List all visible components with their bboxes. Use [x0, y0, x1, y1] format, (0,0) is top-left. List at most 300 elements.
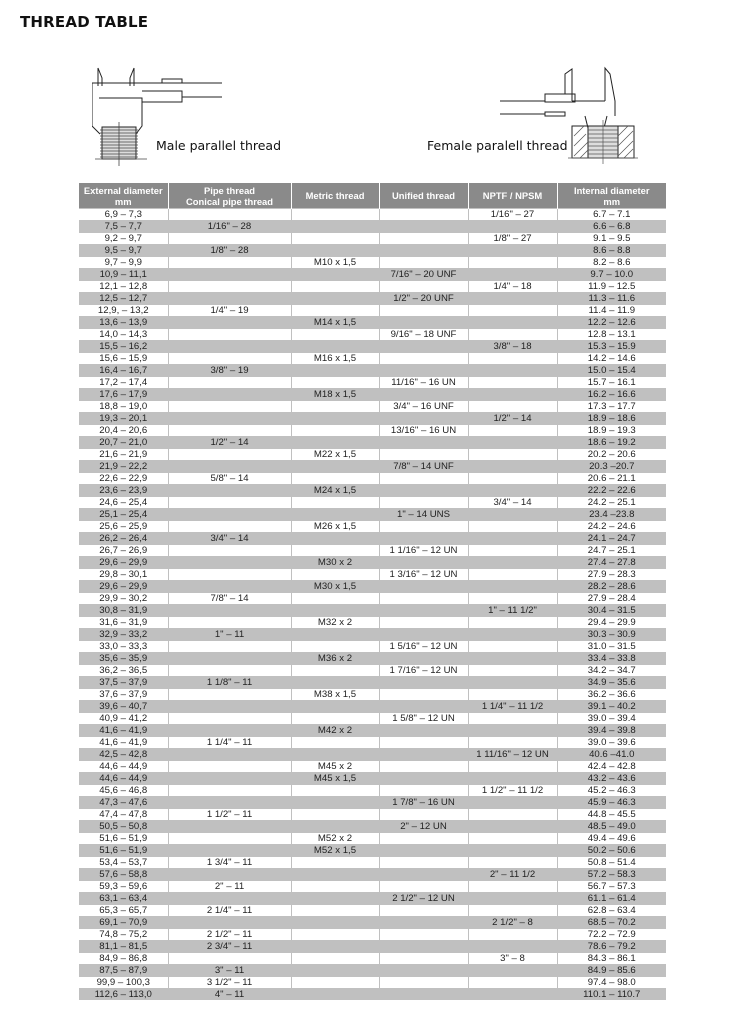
cell-unified-thread: [379, 233, 468, 245]
cell-pipe-thread: [168, 605, 291, 617]
table-row: [79, 581, 666, 593]
cell-external-diameter: 32,9 – 33,2: [79, 629, 168, 641]
table-row: [79, 761, 666, 773]
cell-external-diameter: 17,6 – 17,9: [79, 389, 168, 401]
cell-pipe-thread: [168, 401, 291, 413]
cell-internal-diameter: 57.2 – 58.3: [557, 869, 666, 881]
cell-metric-thread: [291, 329, 379, 341]
header-pipe-thread: Pipe thread Conical pipe thread: [168, 183, 291, 209]
cell-external-diameter: 7,5 – 7,7: [79, 221, 168, 233]
cell-metric-thread: [291, 461, 379, 473]
table-row: [79, 941, 666, 953]
cell-external-diameter: 29,6 – 29,9: [79, 557, 168, 569]
cell-nptf-npsm: [468, 977, 557, 989]
table-row: [79, 377, 666, 389]
cell-nptf-npsm: [468, 593, 557, 605]
cell-internal-diameter: 11.9 – 12.5: [557, 281, 666, 293]
cell-metric-thread: [291, 281, 379, 293]
cell-pipe-thread: [168, 893, 291, 905]
cell-metric-thread: [291, 545, 379, 557]
cell-internal-diameter: 33.4 – 33.8: [557, 653, 666, 665]
cell-internal-diameter: 8.2 – 8.6: [557, 257, 666, 269]
cell-unified-thread: [379, 281, 468, 293]
cell-internal-diameter: 30.3 – 30.9: [557, 629, 666, 641]
cell-internal-diameter: 45.2 – 46.3: [557, 785, 666, 797]
cell-metric-thread: [291, 269, 379, 281]
table-row: [79, 905, 666, 917]
table-row: [79, 449, 666, 461]
cell-internal-diameter: 6.6 – 6.8: [557, 221, 666, 233]
cell-unified-thread: 1 7/16" – 12 UN: [379, 665, 468, 677]
cell-metric-thread: [291, 929, 379, 941]
cell-pipe-thread: [168, 833, 291, 845]
cell-internal-diameter: 110.1 – 110.7: [557, 989, 666, 1001]
cell-unified-thread: [379, 941, 468, 953]
cell-external-diameter: 12,1 – 12,8: [79, 281, 168, 293]
cell-metric-thread: M38 x 1,5: [291, 689, 379, 701]
cell-pipe-thread: [168, 641, 291, 653]
cell-pipe-thread: [168, 821, 291, 833]
cell-metric-thread: [291, 701, 379, 713]
cell-unified-thread: [379, 905, 468, 917]
cell-external-diameter: 112,6 – 113,0: [79, 989, 168, 1001]
cell-nptf-npsm: [468, 425, 557, 437]
cell-pipe-thread: 4" – 11: [168, 989, 291, 1001]
cell-pipe-thread: 7/8" – 14: [168, 593, 291, 605]
cell-nptf-npsm: [468, 533, 557, 545]
cell-internal-diameter: 72.2 – 72.9: [557, 929, 666, 941]
cell-unified-thread: [379, 761, 468, 773]
cell-pipe-thread: 1 1/4" – 11: [168, 737, 291, 749]
table-row: [79, 245, 666, 257]
cell-unified-thread: [379, 365, 468, 377]
cell-pipe-thread: 3 1/2" – 11: [168, 977, 291, 989]
cell-pipe-thread: [168, 713, 291, 725]
table-row: [79, 665, 666, 677]
cell-external-diameter: 69,1 – 70,9: [79, 917, 168, 929]
cell-nptf-npsm: [468, 245, 557, 257]
cell-internal-diameter: 6.7 – 7.1: [557, 209, 666, 221]
cell-metric-thread: [291, 737, 379, 749]
cell-nptf-npsm: [468, 353, 557, 365]
cell-nptf-npsm: [468, 365, 557, 377]
cell-internal-diameter: 97.4 – 98.0: [557, 977, 666, 989]
cell-metric-thread: [291, 749, 379, 761]
cell-metric-thread: [291, 401, 379, 413]
cell-metric-thread: M24 x 1,5: [291, 485, 379, 497]
cell-pipe-thread: [168, 617, 291, 629]
cell-unified-thread: [379, 809, 468, 821]
cell-nptf-npsm: [468, 905, 557, 917]
cell-pipe-thread: [168, 773, 291, 785]
table-row: [79, 365, 666, 377]
cell-external-diameter: 51,6 – 51,9: [79, 833, 168, 845]
cell-metric-thread: [291, 473, 379, 485]
cell-metric-thread: [291, 989, 379, 1001]
cell-nptf-npsm: [468, 881, 557, 893]
cell-nptf-npsm: [468, 305, 557, 317]
cell-external-diameter: 41,6 – 41,9: [79, 737, 168, 749]
cell-external-diameter: 65,3 – 65,7: [79, 905, 168, 917]
cell-internal-diameter: 34.9 – 35.6: [557, 677, 666, 689]
cell-external-diameter: 63,1 – 63,4: [79, 893, 168, 905]
cell-internal-diameter: 27.9 – 28.4: [557, 593, 666, 605]
cell-nptf-npsm: 2" – 11 1/2: [468, 869, 557, 881]
cell-external-diameter: 9,5 – 9,7: [79, 245, 168, 257]
cell-unified-thread: 1 3/16" – 12 UN: [379, 569, 468, 581]
cell-external-diameter: 25,1 – 25,4: [79, 509, 168, 521]
cell-nptf-npsm: [468, 833, 557, 845]
cell-nptf-npsm: [468, 797, 557, 809]
cell-internal-diameter: 28.2 – 28.6: [557, 581, 666, 593]
cell-pipe-thread: [168, 521, 291, 533]
cell-nptf-npsm: [468, 929, 557, 941]
cell-nptf-npsm: [468, 677, 557, 689]
cell-pipe-thread: 1/4" – 19: [168, 305, 291, 317]
cell-unified-thread: [379, 653, 468, 665]
table-row: [79, 545, 666, 557]
header-external-diameter: External diameter mm: [79, 183, 168, 209]
cell-unified-thread: [379, 257, 468, 269]
cell-internal-diameter: 20.2 – 20.6: [557, 449, 666, 461]
cell-external-diameter: 36,2 – 36,5: [79, 665, 168, 677]
cell-metric-thread: [291, 713, 379, 725]
cell-nptf-npsm: 1 1/4" – 11 1/2: [468, 701, 557, 713]
cell-nptf-npsm: 1 11/16" – 12 UN: [468, 749, 557, 761]
cell-internal-diameter: 27.4 – 27.8: [557, 557, 666, 569]
cell-metric-thread: M18 x 1,5: [291, 389, 379, 401]
cell-unified-thread: [379, 473, 468, 485]
cell-metric-thread: [291, 365, 379, 377]
table-row: [79, 845, 666, 857]
table-row: [79, 977, 666, 989]
cell-unified-thread: [379, 617, 468, 629]
cell-unified-thread: [379, 557, 468, 569]
cell-nptf-npsm: [468, 221, 557, 233]
cell-unified-thread: [379, 833, 468, 845]
cell-external-diameter: 99,9 – 100,3: [79, 977, 168, 989]
cell-unified-thread: 7/16" – 20 UNF: [379, 269, 468, 281]
cell-unified-thread: [379, 845, 468, 857]
cell-metric-thread: [291, 305, 379, 317]
cell-pipe-thread: [168, 317, 291, 329]
cell-nptf-npsm: [468, 437, 557, 449]
cell-internal-diameter: 84.3 – 86.1: [557, 953, 666, 965]
cell-unified-thread: 2" – 12 UN: [379, 821, 468, 833]
table-row: [79, 413, 666, 425]
cell-nptf-npsm: [468, 377, 557, 389]
cell-pipe-thread: 1/16" – 28: [168, 221, 291, 233]
cell-external-diameter: 42,5 – 42,8: [79, 749, 168, 761]
cell-external-diameter: 29,9 – 30,2: [79, 593, 168, 605]
cell-metric-thread: [291, 941, 379, 953]
cell-internal-diameter: 8.6 – 8.8: [557, 245, 666, 257]
table-row: [79, 893, 666, 905]
cell-external-diameter: 18,8 – 19,0: [79, 401, 168, 413]
cell-pipe-thread: [168, 557, 291, 569]
header-nptf-npsm: NPTF / NPSM: [468, 183, 557, 209]
cell-pipe-thread: [168, 581, 291, 593]
cell-external-diameter: 45,6 – 46,8: [79, 785, 168, 797]
cell-nptf-npsm: 1/4" – 18: [468, 281, 557, 293]
cell-internal-diameter: 29.4 – 29.9: [557, 617, 666, 629]
table-row: [79, 797, 666, 809]
cell-external-diameter: 44,6 – 44,9: [79, 761, 168, 773]
cell-pipe-thread: 3" – 11: [168, 965, 291, 977]
cell-metric-thread: [291, 377, 379, 389]
cell-external-diameter: 22,6 – 22,9: [79, 473, 168, 485]
cell-unified-thread: [379, 917, 468, 929]
cell-internal-diameter: 43.2 – 43.6: [557, 773, 666, 785]
cell-internal-diameter: 42.4 – 42.8: [557, 761, 666, 773]
cell-nptf-npsm: [468, 629, 557, 641]
cell-nptf-npsm: [468, 329, 557, 341]
cell-unified-thread: [379, 953, 468, 965]
cell-external-diameter: 29,8 – 30,1: [79, 569, 168, 581]
cell-pipe-thread: [168, 509, 291, 521]
cell-unified-thread: [379, 593, 468, 605]
cell-pipe-thread: [168, 257, 291, 269]
cell-external-diameter: 6,9 – 7,3: [79, 209, 168, 221]
cell-pipe-thread: 1/2" – 14: [168, 437, 291, 449]
cell-internal-diameter: 12.8 – 13.1: [557, 329, 666, 341]
cell-unified-thread: 13/16" – 16 UN: [379, 425, 468, 437]
cell-pipe-thread: [168, 917, 291, 929]
cell-internal-diameter: 22.2 – 22.6: [557, 485, 666, 497]
table-row: [79, 629, 666, 641]
cell-pipe-thread: [168, 209, 291, 221]
cell-nptf-npsm: 3/4" – 14: [468, 497, 557, 509]
cell-nptf-npsm: [468, 617, 557, 629]
cell-nptf-npsm: [468, 269, 557, 281]
header-internal-diameter: Internal diameter mm: [557, 183, 666, 209]
cell-pipe-thread: 2 3/4" – 11: [168, 941, 291, 953]
cell-internal-diameter: 30.4 – 31.5: [557, 605, 666, 617]
cell-external-diameter: 37,6 – 37,9: [79, 689, 168, 701]
cell-internal-diameter: 48.5 – 49.0: [557, 821, 666, 833]
cell-external-diameter: 14,0 – 14,3: [79, 329, 168, 341]
cell-pipe-thread: [168, 569, 291, 581]
cell-external-diameter: 51,6 – 51,9: [79, 845, 168, 857]
cell-nptf-npsm: [468, 653, 557, 665]
table-row: [79, 737, 666, 749]
cell-nptf-npsm: [468, 893, 557, 905]
table-row: [79, 425, 666, 437]
cell-external-diameter: 44,6 – 44,9: [79, 773, 168, 785]
cell-unified-thread: [379, 701, 468, 713]
cell-internal-diameter: 11.3 – 11.6: [557, 293, 666, 305]
cell-external-diameter: 50,5 – 50,8: [79, 821, 168, 833]
table-row: [79, 713, 666, 725]
cell-internal-diameter: 24.1 – 24.7: [557, 533, 666, 545]
table-row: [79, 749, 666, 761]
cell-internal-diameter: 24.2 – 25.1: [557, 497, 666, 509]
table-row: [79, 233, 666, 245]
table-row: [79, 857, 666, 869]
cell-metric-thread: [291, 209, 379, 221]
cell-metric-thread: [291, 629, 379, 641]
cell-metric-thread: [291, 569, 379, 581]
cell-metric-thread: M30 x 1,5: [291, 581, 379, 593]
cell-unified-thread: [379, 353, 468, 365]
table-row: [79, 701, 666, 713]
cell-metric-thread: M52 x 2: [291, 833, 379, 845]
cell-nptf-npsm: [468, 509, 557, 521]
cell-pipe-thread: [168, 461, 291, 473]
cell-unified-thread: [379, 245, 468, 257]
cell-external-diameter: 21,9 – 22,2: [79, 461, 168, 473]
cell-external-diameter: 12,5 – 12,7: [79, 293, 168, 305]
table-row: [79, 773, 666, 785]
cell-unified-thread: 9/16" – 18 UNF: [379, 329, 468, 341]
cell-internal-diameter: 78.6 – 79.2: [557, 941, 666, 953]
cell-external-diameter: 9,7 – 9,9: [79, 257, 168, 269]
cell-external-diameter: 59,3 – 59,6: [79, 881, 168, 893]
cell-unified-thread: [379, 497, 468, 509]
cell-unified-thread: [379, 749, 468, 761]
cell-internal-diameter: 68.5 – 70.2: [557, 917, 666, 929]
cell-metric-thread: M16 x 1,5: [291, 353, 379, 365]
cell-internal-diameter: 39.4 – 39.8: [557, 725, 666, 737]
cell-metric-thread: M45 x 1,5: [291, 773, 379, 785]
cell-external-diameter: 81,1 – 81,5: [79, 941, 168, 953]
cell-pipe-thread: [168, 689, 291, 701]
cell-pipe-thread: 1 3/4" – 11: [168, 857, 291, 869]
cell-nptf-npsm: [468, 845, 557, 857]
cell-metric-thread: M10 x 1,5: [291, 257, 379, 269]
table-row: [79, 269, 666, 281]
cell-metric-thread: [291, 857, 379, 869]
cell-metric-thread: M45 x 2: [291, 761, 379, 773]
cell-metric-thread: [291, 341, 379, 353]
cell-metric-thread: [291, 533, 379, 545]
table-row: [79, 317, 666, 329]
cell-unified-thread: [379, 677, 468, 689]
male-thread-label: Male parallel thread: [156, 138, 282, 153]
cell-unified-thread: [379, 773, 468, 785]
cell-unified-thread: [379, 725, 468, 737]
cell-nptf-npsm: [468, 773, 557, 785]
table-row: [79, 329, 666, 341]
cell-metric-thread: M26 x 1,5: [291, 521, 379, 533]
cell-metric-thread: [291, 881, 379, 893]
cell-nptf-npsm: 1/2" – 14: [468, 413, 557, 425]
cell-metric-thread: [291, 965, 379, 977]
cell-external-diameter: 74,8 – 75,2: [79, 929, 168, 941]
table-row: [79, 533, 666, 545]
cell-internal-diameter: 18.9 – 18.6: [557, 413, 666, 425]
cell-pipe-thread: [168, 293, 291, 305]
cell-nptf-npsm: [468, 989, 557, 1001]
cell-metric-thread: M36 x 2: [291, 653, 379, 665]
cell-metric-thread: [291, 665, 379, 677]
table-row: [79, 353, 666, 365]
table-row: [79, 389, 666, 401]
table-header-row: [79, 183, 666, 209]
cell-nptf-npsm: [468, 485, 557, 497]
cell-unified-thread: 3/4" – 16 UNF: [379, 401, 468, 413]
cell-internal-diameter: 39.0 – 39.4: [557, 713, 666, 725]
cell-internal-diameter: 36.2 – 36.6: [557, 689, 666, 701]
cell-pipe-thread: 2 1/2" – 11: [168, 929, 291, 941]
cell-external-diameter: 15,5 – 16,2: [79, 341, 168, 353]
cell-pipe-thread: 1 1/2" – 11: [168, 809, 291, 821]
table-body: [79, 209, 666, 1001]
cell-external-diameter: 41,6 – 41,9: [79, 725, 168, 737]
cell-internal-diameter: 20.3 –20.7: [557, 461, 666, 473]
cell-nptf-npsm: 1/16" – 27: [468, 209, 557, 221]
cell-metric-thread: [291, 233, 379, 245]
table-row: [79, 485, 666, 497]
cell-internal-diameter: 39.1 – 40.2: [557, 701, 666, 713]
cell-nptf-npsm: [468, 293, 557, 305]
cell-external-diameter: 29,6 – 29,9: [79, 581, 168, 593]
cell-internal-diameter: 40.6 –41.0: [557, 749, 666, 761]
cell-unified-thread: [379, 533, 468, 545]
cell-pipe-thread: 5/8" – 14: [168, 473, 291, 485]
cell-pipe-thread: [168, 953, 291, 965]
cell-nptf-npsm: [468, 257, 557, 269]
cell-unified-thread: [379, 629, 468, 641]
cell-metric-thread: [291, 917, 379, 929]
cell-metric-thread: M30 x 2: [291, 557, 379, 569]
table-row: [79, 833, 666, 845]
cell-pipe-thread: [168, 425, 291, 437]
cell-unified-thread: [379, 341, 468, 353]
cell-pipe-thread: [168, 377, 291, 389]
table-row: [79, 725, 666, 737]
cell-nptf-npsm: [468, 737, 557, 749]
cell-pipe-thread: [168, 281, 291, 293]
cell-pipe-thread: 2 1/4" – 11: [168, 905, 291, 917]
cell-pipe-thread: [168, 497, 291, 509]
cell-internal-diameter: 18.9 – 19.3: [557, 425, 666, 437]
cell-nptf-npsm: 3/8" – 18: [468, 341, 557, 353]
table-row: [79, 509, 666, 521]
cell-unified-thread: [379, 317, 468, 329]
table-row: [79, 593, 666, 605]
cell-pipe-thread: 3/4" – 14: [168, 533, 291, 545]
cell-nptf-npsm: [468, 713, 557, 725]
cell-unified-thread: [379, 881, 468, 893]
cell-pipe-thread: [168, 845, 291, 857]
cell-external-diameter: 23,6 – 23,9: [79, 485, 168, 497]
cell-nptf-npsm: [468, 521, 557, 533]
page-title: THREAD TABLE: [20, 13, 149, 31]
cell-internal-diameter: 49.4 – 49.6: [557, 833, 666, 845]
table-row: [79, 641, 666, 653]
cell-pipe-thread: [168, 701, 291, 713]
cell-pipe-thread: [168, 233, 291, 245]
cell-internal-diameter: 27.9 – 28.3: [557, 569, 666, 581]
cell-pipe-thread: [168, 653, 291, 665]
cell-external-diameter: 12,9, – 13,2: [79, 305, 168, 317]
table-row: [79, 785, 666, 797]
cell-external-diameter: 30,8 – 31,9: [79, 605, 168, 617]
cell-pipe-thread: [168, 485, 291, 497]
cell-metric-thread: [291, 905, 379, 917]
cell-nptf-npsm: [468, 641, 557, 653]
cell-internal-diameter: 23.4 –23.8: [557, 509, 666, 521]
cell-unified-thread: [379, 977, 468, 989]
cell-nptf-npsm: [468, 965, 557, 977]
cell-unified-thread: 11/16" – 16 UN: [379, 377, 468, 389]
table-row: [79, 437, 666, 449]
table-row: [79, 989, 666, 1001]
cell-external-diameter: 47,4 – 47,8: [79, 809, 168, 821]
cell-external-diameter: 35,6 – 35,9: [79, 653, 168, 665]
cell-internal-diameter: 24.2 – 24.6: [557, 521, 666, 533]
